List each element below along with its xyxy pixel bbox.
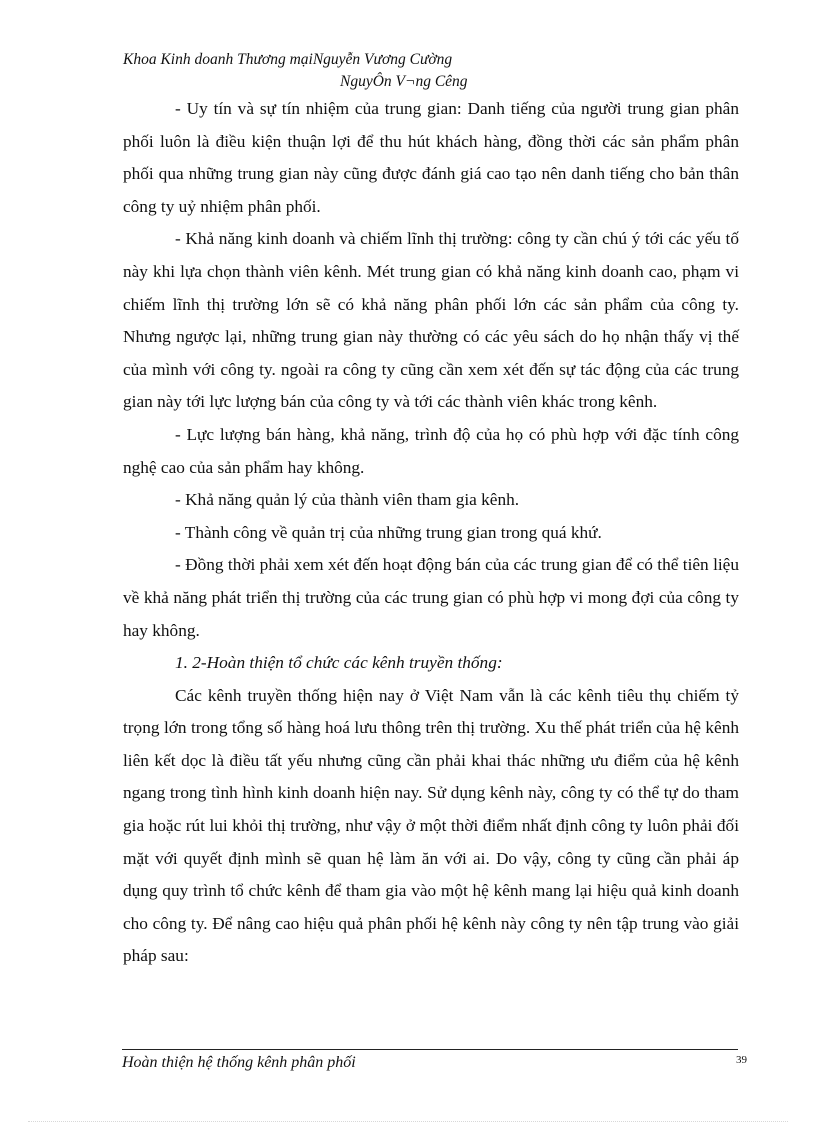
footer-title: Hoàn thiện hệ thống kênh phân phối: [122, 1054, 356, 1071]
paragraph-past-success: - Thành công về quản trị của những trung gian trong quá khứ.: [175, 522, 602, 542]
page-number: 39: [736, 1054, 747, 1066]
paragraph-management: - Khả năng quản lý của thành viên tham gia kênh.: [175, 490, 520, 510]
paragraph-sales-force: - Lực lượng bán hàng, khả năng, trình độ của họ có phù hợp với đặc tính công nghệ cao của sản phẩm hay không.: [123, 424, 739, 477]
page-body: [123, 93, 739, 973]
running-header-author: NguyÔn V¬ng Cêng: [340, 73, 468, 90]
paragraph-sales-activity: - Đồng thời phải xem xét đến hoạt động bán của các trung gian để có thể tiên liệu về khả năng phát triển thị trường của các trung gian có phù hợp vi mong đợi của công ty hay không.: [123, 555, 739, 640]
running-header: Khoa Kinh doanh Thương mạiNguyễn Vương Cường: [123, 51, 453, 68]
page-edge-dots: [28, 1121, 788, 1122]
paragraph-traditional-channels: Các kênh truyền thống hiện nay ở Việt Nam vẫn là các kênh tiêu thụ chiếm tỷ trọng lớn trong tổng số hàng hoá lưu thông trên thị trường. Xu thế phát triển của hệ kênh liên kết dọc là điều tất yếu nhưng cũng cần phải khai thác những ưu điểm của hệ kênh ngang trong tình hình kinh doanh hiện nay. Sử dụng kênh này, công ty có thể tự do tham gia hoặc rút lui khỏi thị trường, như vậy ở một thời điểm nhất định công ty luôn phải đối mặt với quyết định mình sẽ quan hệ làm ăn với ai. Do vậy, công ty cũng cần phải áp dụng quy trình tổ chức kênh để tham gia vào một hệ kênh mang lại hiệu quả kinh doanh cho công ty. Để nâng cao hiệu quả phân phối hệ kênh này công ty nên tập trung vào giải pháp sau:: [123, 685, 739, 966]
footer-divider: [122, 1049, 738, 1050]
paragraph-reputation: - Uy tín và sự tín nhiệm của trung gian: Danh tiếng của người trung gian phân phối luôn là điều kiện thuận lợi để thu hút khách hàng, đồng thời các sản phẩm phân phối qua những trung gian này cũng được đánh giá cao tạo nên danh tiếng cho bản thân công ty uỷ nhiệm phân phối.: [123, 99, 739, 216]
paragraph-business-capacity: - Khả năng kinh doanh và chiếm lĩnh thị trường: công ty cần chú ý tới các yếu tố này khi lựa chọn thành viên kênh. Mét trung gian có khả năng kinh doanh cao, phạm vi chiếm lĩnh thị trường lớn sẽ có khả năng phân phối lớn các sản phẩm của công ty. Nhưng ngược lại, những trung gian này thường có các yêu sách do họ nhận thấy vị thế của mình với công ty. ngoài ra công ty cũng cần xem xét đến sự tác động của các trung gian này tới lực lượng bán của công ty và tới các thành viên khác trong kênh.: [123, 229, 739, 412]
section-subheading: 1. 2-Hoàn thiện tổ chức các kênh truyền thống:: [175, 653, 503, 673]
